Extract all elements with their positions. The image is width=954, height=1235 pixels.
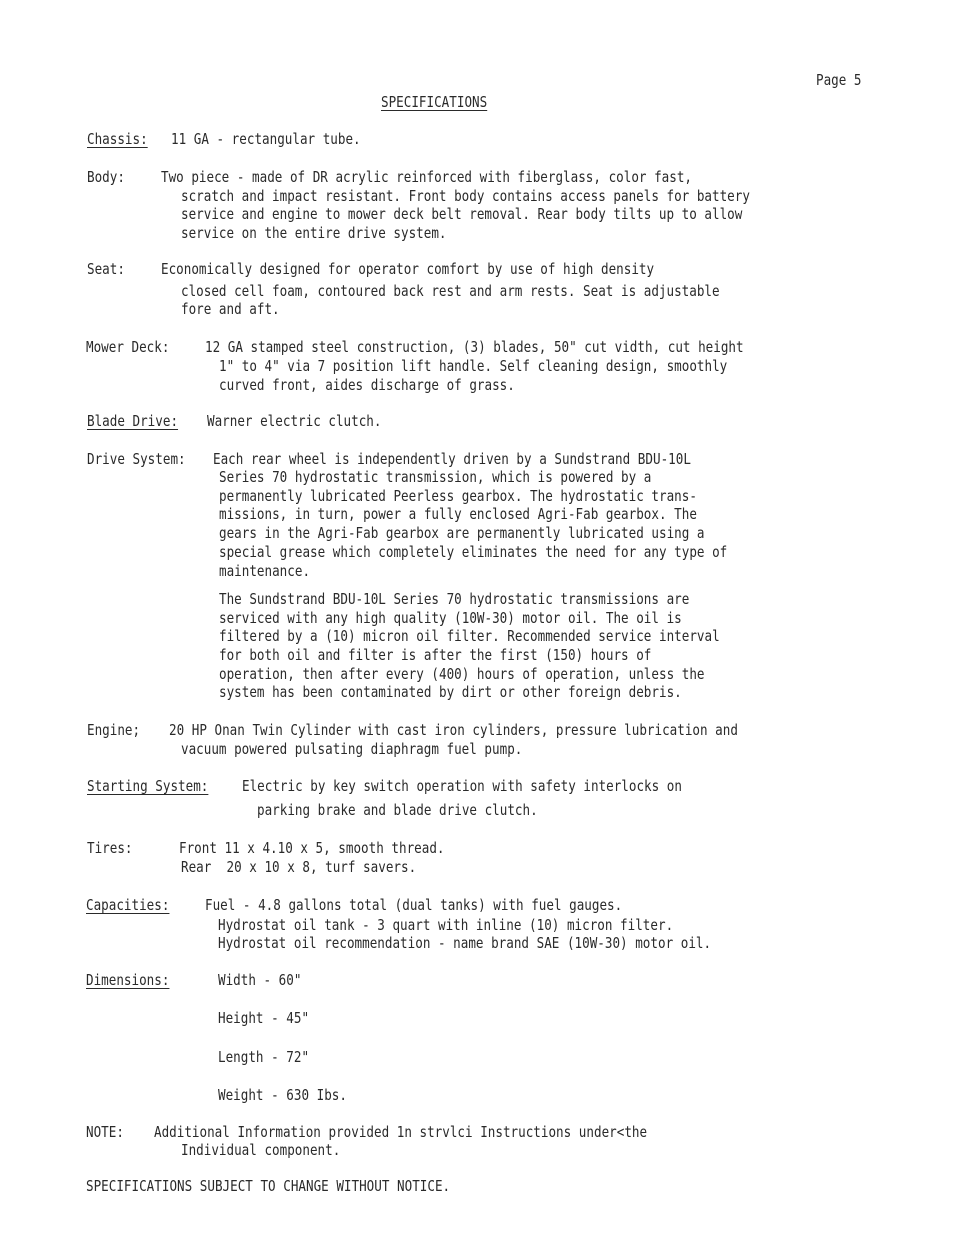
drive-system-line: gears in the Agri-Fab gearbox are permanently lubricated using a: [219, 524, 705, 542]
engine-line: 20 HP Onan Twin Cylinder with cast iron cylinders, pressure lubrication and: [169, 721, 738, 739]
mower-deck-label: Mower Deck:: [86, 338, 170, 356]
mower-deck-line: curved front, aides discharge of grass.: [219, 376, 515, 394]
body-line: service on the entire drive system.: [181, 224, 447, 242]
body-line: service and engine to mower deck belt removal. Rear body tilts up to allow: [181, 205, 743, 223]
seat-line: Economically designed for operator comfort by use of high density: [161, 260, 655, 278]
page-title: SPECIFICATIONS: [381, 93, 488, 111]
drive-system-line: permanently lubricated Peerless gearbox. The hydrostatic trans-: [219, 487, 697, 505]
starting-system-line: Electric by key switch operation with safety interlocks on: [242, 777, 682, 795]
chassis-text: 11 GA - rectangular tube.: [171, 130, 361, 148]
drive-system-line: for both oil and filter is after the first (150) hours of: [219, 646, 652, 664]
body-line: Two piece - made of DR acrylic reinforced with fiberglass, color fast,: [161, 168, 693, 186]
capacities-label: Capacities:: [86, 896, 170, 914]
dimension-length: Length - 72": [218, 1048, 310, 1066]
chassis-label: Chassis:: [87, 130, 148, 148]
drive-system-line: filtered by a (10) micron oil filter. Recommended service interval: [219, 627, 720, 645]
capacities-line: Hydrostat oil recommendation - name brand SAE (10W-30) motor oil.: [218, 934, 712, 952]
blade-drive-text: Warner electric clutch.: [207, 412, 382, 430]
drive-system-line: The Sundstrand BDU-10L Series 70 hydrostatic transmissions are: [219, 590, 690, 608]
mower-deck-line: 1" to 4" via 7 position lift handle. Self cleaning design, smoothly: [219, 357, 728, 375]
drive-system-line: missions, in turn, power a fully enclosed Agri-Fab gearbox. The: [219, 505, 697, 523]
body-line: scratch and impact resistant. Front body contains access panels for battery: [181, 187, 750, 205]
drive-system-line: special grease which completely eliminates the need for any type of: [219, 543, 728, 561]
drive-system-line: Each rear wheel is independently driven by a Sundstrand BDU-10L: [213, 450, 691, 468]
tires-label: Tires:: [87, 839, 133, 857]
seat-label: Seat:: [87, 260, 125, 278]
footer-notice: SPECIFICATIONS SUBJECT TO CHANGE WITHOUT NOTICE.: [86, 1177, 451, 1195]
tires-line: Rear 20 x 10 x 8, turf savers.: [181, 858, 417, 876]
starting-system-label: Starting System:: [87, 777, 209, 795]
dimensions-label: Dimensions:: [86, 971, 170, 989]
starting-system-line: parking brake and blade drive clutch.: [257, 801, 538, 819]
capacities-line: Fuel - 4.8 gallons total (dual tanks) with fuel gauges.: [205, 896, 623, 914]
engine-label: Engine;: [87, 721, 141, 739]
drive-system-line: Series 70 hydrostatic transmission, which is powered by a: [219, 468, 652, 486]
page-number: Page 5: [816, 71, 862, 89]
drive-system-line: system has been contaminated by dirt or other foreign debris.: [219, 683, 682, 701]
drive-system-label: Drive System:: [87, 450, 186, 468]
drive-system-line: serviced with any high quality (10W-30) motor oil. The oil is: [219, 609, 682, 627]
capacities-line: Hydrostat oil tank - 3 quart with inline (10) micron filter.: [218, 916, 674, 934]
body-label: Body:: [87, 168, 125, 186]
drive-system-line: maintenance.: [219, 562, 311, 580]
blade-drive-label: Blade Drive:: [87, 412, 179, 430]
dimension-width: Width - 60": [218, 971, 302, 989]
engine-line: vacuum powered pulsating diaphragm fuel pump.: [181, 740, 523, 758]
seat-line: fore and aft.: [181, 300, 280, 318]
drive-system-line: operation, then after every (400) hours of operation, unless the: [219, 665, 705, 683]
note-label: NOTE:: [86, 1123, 124, 1141]
dimension-height: Height - 45": [218, 1009, 310, 1027]
tires-line: Front 11 x 4.10 x 5, smooth thread.: [179, 839, 445, 857]
note-line: Individual component.: [181, 1141, 341, 1159]
mower-deck-line: 12 GA stamped steel construction, (3) blades, 50" cut vidth, cut height: [205, 338, 744, 356]
note-line: Additional Information provided 1n strvlci Instructions under<the: [154, 1123, 648, 1141]
seat-line: closed cell foam, contoured back rest and arm rests. Seat is adjustable: [181, 282, 720, 300]
dimension-weight: Weight - 630 Ibs.: [218, 1086, 347, 1104]
